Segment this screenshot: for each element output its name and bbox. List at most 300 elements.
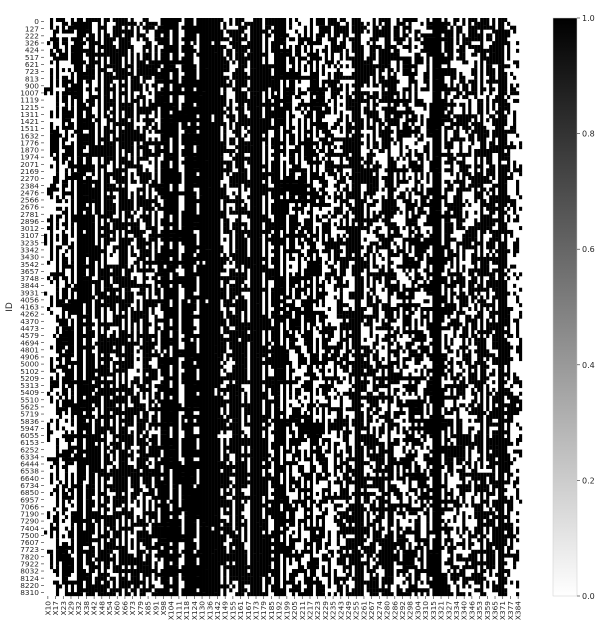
heatmap-cell bbox=[62, 68, 65, 72]
heatmap-cell bbox=[310, 442, 313, 465]
heatmap-cell bbox=[196, 396, 199, 408]
heatmap-cell bbox=[158, 527, 161, 531]
heatmap-cell bbox=[408, 261, 411, 265]
heatmap-cell bbox=[295, 349, 298, 353]
heatmap-cell bbox=[50, 430, 53, 434]
heatmap-cell bbox=[349, 122, 352, 130]
heatmap-cell bbox=[229, 581, 232, 585]
heatmap-cell bbox=[280, 299, 283, 303]
heatmap-cell bbox=[397, 461, 400, 465]
heatmap-cell bbox=[340, 172, 343, 180]
heatmap-cell bbox=[349, 176, 352, 180]
heatmap-cell bbox=[349, 95, 352, 107]
heatmap-cell bbox=[116, 407, 119, 411]
heatmap-cell bbox=[295, 249, 298, 253]
heatmap-cell bbox=[346, 592, 349, 596]
heatmap-cell bbox=[101, 346, 104, 350]
heatmap-cell bbox=[370, 453, 373, 461]
heatmap-cell bbox=[352, 265, 355, 273]
heatmap-cell bbox=[229, 199, 232, 203]
heatmap-cell bbox=[328, 369, 331, 373]
heatmap-cell bbox=[220, 461, 223, 465]
heatmap-cell bbox=[385, 326, 388, 330]
heatmap-cell bbox=[134, 396, 137, 415]
heatmap-cell bbox=[340, 411, 343, 430]
heatmap-cell bbox=[400, 265, 403, 269]
heatmap-cell bbox=[367, 41, 370, 45]
heatmap-cell bbox=[379, 392, 382, 396]
heatmap-cell bbox=[247, 480, 250, 484]
heatmap-cell bbox=[289, 488, 292, 492]
heatmap-cell bbox=[334, 504, 337, 512]
heatmap-cell bbox=[241, 288, 244, 292]
heatmap-cell bbox=[110, 357, 113, 361]
heatmap-cell bbox=[161, 457, 164, 465]
heatmap-cell bbox=[56, 268, 59, 272]
heatmap-cell bbox=[178, 403, 181, 411]
heatmap-cell bbox=[420, 114, 423, 118]
heatmap-cell bbox=[149, 334, 152, 338]
heatmap-cell bbox=[316, 561, 319, 565]
heatmap-cell bbox=[143, 26, 146, 30]
heatmap-cell bbox=[229, 41, 232, 45]
heatmap-cell bbox=[149, 295, 152, 307]
heatmap-cell bbox=[373, 41, 376, 45]
heatmap-cell bbox=[62, 557, 65, 561]
heatmap-cell bbox=[116, 137, 119, 141]
heatmap-cell bbox=[405, 153, 408, 157]
heatmap-cell bbox=[241, 523, 244, 527]
heatmap-cell bbox=[322, 234, 325, 242]
heatmap-cell bbox=[271, 64, 274, 68]
heatmap-cell bbox=[86, 557, 89, 561]
heatmap-cell bbox=[146, 511, 149, 515]
heatmap-cell bbox=[244, 188, 247, 192]
heatmap-cell bbox=[262, 538, 265, 577]
heatmap-cell bbox=[337, 249, 340, 253]
heatmap-cell bbox=[289, 195, 292, 203]
heatmap-cell bbox=[268, 99, 271, 103]
heatmap-cell bbox=[414, 234, 417, 242]
heatmap-cell bbox=[155, 149, 158, 153]
heatmap-cell bbox=[56, 238, 59, 242]
heatmap-cell bbox=[205, 68, 208, 161]
heatmap-cell bbox=[149, 234, 152, 238]
heatmap-cell bbox=[414, 511, 417, 515]
heatmap-cell bbox=[307, 527, 310, 531]
heatmap-cell bbox=[298, 527, 301, 543]
heatmap-cell bbox=[235, 396, 238, 419]
heatmap-cell bbox=[140, 592, 143, 596]
heatmap-cell bbox=[71, 480, 74, 488]
heatmap-cell bbox=[244, 554, 247, 558]
heatmap-cell bbox=[77, 18, 80, 84]
heatmap-cell bbox=[56, 423, 59, 427]
heatmap-cell bbox=[113, 511, 116, 527]
heatmap-cell bbox=[92, 49, 95, 68]
heatmap-cell bbox=[128, 149, 131, 153]
heatmap-cell bbox=[259, 554, 262, 577]
heatmap-cell bbox=[155, 141, 158, 145]
heatmap-cell bbox=[403, 303, 406, 307]
heatmap-cell bbox=[340, 365, 343, 369]
heatmap-cell bbox=[56, 326, 59, 330]
heatmap-cell bbox=[226, 511, 229, 515]
heatmap-cell bbox=[143, 369, 146, 373]
heatmap-cell bbox=[334, 388, 337, 392]
heatmap-cell bbox=[370, 168, 373, 176]
heatmap-cell bbox=[292, 168, 295, 180]
heatmap-cell bbox=[420, 87, 423, 91]
heatmap-cell bbox=[155, 396, 158, 400]
heatmap-cell bbox=[343, 496, 346, 500]
heatmap-cell bbox=[259, 118, 262, 191]
heatmap-cell bbox=[391, 122, 394, 126]
heatmap-cell bbox=[408, 546, 411, 562]
heatmap-cell bbox=[379, 415, 382, 419]
heatmap-cell bbox=[271, 380, 274, 384]
heatmap-cell bbox=[262, 504, 265, 508]
heatmap-cell bbox=[307, 477, 310, 481]
heatmap-cell bbox=[253, 496, 256, 554]
heatmap-cell bbox=[232, 550, 235, 554]
heatmap-cell bbox=[316, 376, 319, 380]
heatmap-cell bbox=[178, 230, 181, 238]
heatmap-cell bbox=[137, 546, 140, 585]
heatmap-cell bbox=[346, 157, 349, 161]
heatmap-cell bbox=[158, 253, 161, 272]
heatmap-cell bbox=[122, 188, 125, 192]
heatmap-cell bbox=[403, 99, 406, 103]
heatmap-cell bbox=[298, 191, 301, 195]
heatmap-cell bbox=[71, 30, 74, 34]
heatmap-cell bbox=[172, 488, 175, 596]
heatmap-cell bbox=[417, 226, 420, 230]
heatmap-cell bbox=[74, 87, 77, 91]
heatmap-cell bbox=[322, 122, 325, 126]
heatmap-cell bbox=[53, 276, 56, 280]
heatmap-cell bbox=[202, 573, 205, 592]
heatmap-cell bbox=[131, 191, 134, 195]
heatmap-cell bbox=[164, 538, 167, 542]
heatmap-cell bbox=[397, 380, 400, 384]
heatmap-cell bbox=[155, 72, 158, 80]
heatmap-cell bbox=[193, 450, 196, 454]
heatmap-cell bbox=[322, 103, 325, 107]
heatmap-cell bbox=[328, 573, 331, 585]
heatmap-cell bbox=[352, 188, 355, 200]
heatmap-cell bbox=[337, 361, 340, 365]
heatmap-cell bbox=[307, 76, 310, 80]
heatmap-cell bbox=[316, 218, 319, 222]
heatmap-cell bbox=[373, 122, 376, 141]
heatmap-cell bbox=[107, 180, 110, 184]
heatmap-cell bbox=[405, 103, 408, 111]
heatmap-cell bbox=[65, 581, 68, 589]
heatmap-cell bbox=[394, 330, 397, 338]
heatmap-cell bbox=[244, 22, 247, 26]
heatmap-cell bbox=[56, 380, 59, 388]
heatmap-cell bbox=[280, 226, 283, 230]
heatmap-cell bbox=[364, 396, 367, 400]
heatmap-cell bbox=[80, 49, 83, 99]
heatmap-cell bbox=[352, 45, 355, 49]
heatmap-cell bbox=[343, 18, 346, 22]
heatmap-cell bbox=[193, 554, 196, 558]
heatmap-cell bbox=[325, 557, 328, 561]
heatmap-cell bbox=[277, 18, 280, 118]
heatmap-cell bbox=[134, 380, 137, 384]
heatmap-cell bbox=[71, 430, 74, 434]
heatmap-cell bbox=[304, 569, 307, 573]
heatmap-cell bbox=[316, 157, 319, 176]
heatmap-cell bbox=[295, 226, 298, 230]
heatmap-cell bbox=[373, 215, 376, 219]
heatmap-cell bbox=[149, 438, 152, 442]
heatmap-cell bbox=[286, 91, 289, 95]
heatmap-cell bbox=[226, 257, 229, 261]
heatmap-cell bbox=[316, 215, 319, 219]
heatmap-cell bbox=[137, 292, 140, 296]
heatmap-cell bbox=[394, 188, 397, 192]
heatmap-cell bbox=[307, 191, 310, 195]
heatmap-cell bbox=[289, 272, 292, 276]
heatmap-cell bbox=[337, 299, 340, 307]
heatmap-cell bbox=[373, 346, 376, 350]
heatmap-cell bbox=[301, 592, 304, 596]
heatmap-cell bbox=[220, 84, 223, 88]
heatmap-cell bbox=[235, 272, 238, 276]
heatmap-cell bbox=[250, 53, 253, 69]
heatmap-cell bbox=[217, 18, 220, 22]
heatmap-cell bbox=[113, 45, 116, 64]
heatmap-cell bbox=[110, 557, 113, 561]
heatmap-cell bbox=[113, 30, 116, 34]
heatmap-cell bbox=[331, 126, 334, 130]
heatmap-cell bbox=[56, 365, 59, 369]
heatmap-cell bbox=[364, 161, 367, 165]
heatmap-cell bbox=[143, 319, 146, 358]
heatmap-cell bbox=[71, 538, 74, 542]
heatmap-cell bbox=[259, 191, 262, 234]
heatmap-cell bbox=[307, 577, 310, 596]
heatmap-cell bbox=[349, 157, 352, 165]
heatmap-cell bbox=[403, 561, 406, 577]
heatmap-cell bbox=[155, 230, 158, 234]
heatmap-cell bbox=[343, 430, 346, 434]
heatmap-cell bbox=[164, 542, 167, 573]
heatmap-cell bbox=[337, 376, 340, 380]
heatmap-cell bbox=[71, 581, 74, 597]
heatmap-cell bbox=[265, 145, 268, 184]
heatmap-cell bbox=[244, 457, 247, 488]
heatmap-cell bbox=[268, 453, 271, 457]
heatmap-cell bbox=[83, 384, 86, 388]
heatmap-cell bbox=[178, 480, 181, 484]
heatmap-cell bbox=[220, 473, 223, 485]
heatmap-cell bbox=[208, 72, 211, 188]
heatmap-cell bbox=[143, 207, 146, 211]
heatmap-cell bbox=[319, 26, 322, 30]
heatmap-cell bbox=[181, 76, 184, 80]
heatmap-cell bbox=[128, 334, 131, 338]
heatmap-cell bbox=[232, 30, 235, 46]
heatmap-cell bbox=[411, 550, 414, 566]
heatmap-cell bbox=[131, 64, 134, 72]
heatmap-cell bbox=[50, 114, 53, 118]
heatmap-cell bbox=[101, 26, 104, 30]
heatmap-cell bbox=[295, 569, 298, 573]
heatmap-cell bbox=[146, 84, 149, 88]
heatmap-cell bbox=[113, 222, 116, 238]
heatmap-cell bbox=[241, 588, 244, 592]
heatmap-cell bbox=[408, 450, 411, 454]
heatmap-cell bbox=[161, 446, 164, 450]
heatmap-cell bbox=[143, 388, 146, 396]
heatmap-cell bbox=[137, 519, 140, 523]
heatmap-cell bbox=[319, 384, 322, 388]
heatmap-cell bbox=[140, 346, 143, 350]
heatmap-cell bbox=[158, 319, 161, 323]
heatmap-cell bbox=[259, 322, 262, 492]
heatmap-cell bbox=[62, 95, 65, 99]
heatmap-cell bbox=[235, 164, 238, 168]
heatmap-cell bbox=[301, 199, 304, 203]
heatmap-cell bbox=[346, 415, 349, 419]
heatmap-cell bbox=[364, 488, 367, 500]
heatmap-cell bbox=[158, 76, 161, 80]
heatmap-cell bbox=[146, 388, 149, 392]
heatmap-cell bbox=[50, 523, 53, 535]
heatmap-cell bbox=[268, 110, 271, 129]
heatmap-cell bbox=[289, 396, 292, 400]
heatmap-cell bbox=[394, 141, 397, 145]
heatmap-cell bbox=[316, 542, 319, 554]
heatmap-cell bbox=[149, 241, 152, 245]
heatmap-cell bbox=[229, 342, 232, 346]
heatmap-cell bbox=[337, 577, 340, 589]
heatmap-cell bbox=[155, 592, 158, 596]
heatmap-cell bbox=[241, 484, 244, 488]
heatmap-cell bbox=[68, 164, 71, 168]
heatmap-cell bbox=[143, 550, 146, 554]
heatmap-cell bbox=[417, 211, 420, 219]
heatmap-cell bbox=[420, 134, 423, 142]
heatmap-cell bbox=[325, 180, 328, 184]
heatmap-cell bbox=[328, 488, 331, 496]
heatmap-cell bbox=[223, 361, 226, 365]
heatmap-cell bbox=[367, 91, 370, 107]
heatmap-cell bbox=[137, 349, 140, 353]
heatmap-cell bbox=[193, 72, 196, 84]
heatmap-cell bbox=[89, 176, 92, 330]
heatmap-cell bbox=[337, 164, 340, 168]
heatmap-cell bbox=[86, 484, 89, 488]
heatmap-cell bbox=[405, 504, 408, 512]
heatmap-cell bbox=[382, 265, 385, 277]
heatmap-cell bbox=[334, 72, 337, 80]
heatmap-cell bbox=[376, 176, 379, 188]
heatmap-cell bbox=[193, 64, 196, 68]
heatmap-cell bbox=[346, 538, 349, 546]
heatmap-cell bbox=[420, 319, 423, 323]
heatmap-cell bbox=[271, 45, 274, 49]
heatmap-cell bbox=[158, 153, 161, 157]
heatmap-cell bbox=[223, 261, 226, 265]
heatmap-cell bbox=[352, 365, 355, 369]
heatmap-cell bbox=[193, 141, 196, 145]
heatmap-cell bbox=[166, 18, 169, 37]
heatmap-cell bbox=[403, 307, 406, 311]
heatmap-cell bbox=[328, 538, 331, 542]
heatmap-cell bbox=[337, 538, 340, 542]
heatmap-cell bbox=[128, 268, 131, 291]
heatmap-cell bbox=[226, 530, 229, 534]
heatmap-cell bbox=[229, 80, 232, 84]
heatmap-cell bbox=[414, 64, 417, 68]
heatmap-cell bbox=[83, 569, 86, 581]
heatmap-cell bbox=[83, 153, 86, 157]
heatmap-cell bbox=[271, 226, 274, 230]
heatmap-cell bbox=[310, 33, 313, 56]
heatmap-cell bbox=[244, 203, 247, 207]
heatmap-cell bbox=[155, 426, 158, 430]
heatmap-cell bbox=[295, 272, 298, 276]
heatmap-cell bbox=[235, 365, 238, 373]
heatmap-cell bbox=[71, 153, 74, 161]
heatmap-cell bbox=[295, 573, 298, 577]
heatmap-cell bbox=[56, 272, 59, 284]
heatmap-cell bbox=[95, 403, 98, 407]
heatmap-cell bbox=[397, 538, 400, 542]
heatmap-cell bbox=[71, 392, 74, 396]
heatmap-cell bbox=[271, 176, 274, 180]
heatmap-cell bbox=[229, 384, 232, 400]
heatmap-cell bbox=[376, 334, 379, 346]
heatmap-cell bbox=[59, 480, 62, 484]
heatmap-cell bbox=[146, 53, 149, 61]
heatmap-cell bbox=[370, 434, 373, 450]
heatmap-cell bbox=[169, 519, 172, 542]
heatmap-cell bbox=[405, 577, 408, 581]
heatmap-cell bbox=[391, 157, 394, 192]
heatmap-cell bbox=[223, 500, 226, 504]
heatmap-cell bbox=[205, 426, 208, 465]
heatmap-cell bbox=[107, 484, 110, 488]
heatmap-cell bbox=[367, 245, 370, 264]
heatmap-cell bbox=[397, 311, 400, 319]
heatmap-cell bbox=[241, 172, 244, 180]
heatmap-cell bbox=[379, 477, 382, 481]
heatmap-cell bbox=[391, 530, 394, 546]
heatmap-cell bbox=[373, 434, 376, 438]
heatmap-cell bbox=[149, 357, 152, 361]
heatmap-cell bbox=[244, 245, 247, 280]
heatmap-cell bbox=[385, 534, 388, 538]
heatmap-cell bbox=[122, 118, 125, 122]
heatmap-cell bbox=[175, 18, 178, 64]
heatmap-cell bbox=[328, 411, 331, 415]
heatmap-cell bbox=[220, 141, 223, 157]
heatmap-cell bbox=[113, 87, 116, 99]
heatmap-cell bbox=[131, 118, 134, 126]
heatmap-cell bbox=[316, 37, 319, 45]
heatmap-cell bbox=[65, 95, 68, 99]
heatmap-cell bbox=[113, 26, 116, 30]
heatmap-cell bbox=[229, 515, 232, 519]
heatmap-cell bbox=[394, 199, 397, 203]
heatmap-cell bbox=[146, 442, 149, 446]
